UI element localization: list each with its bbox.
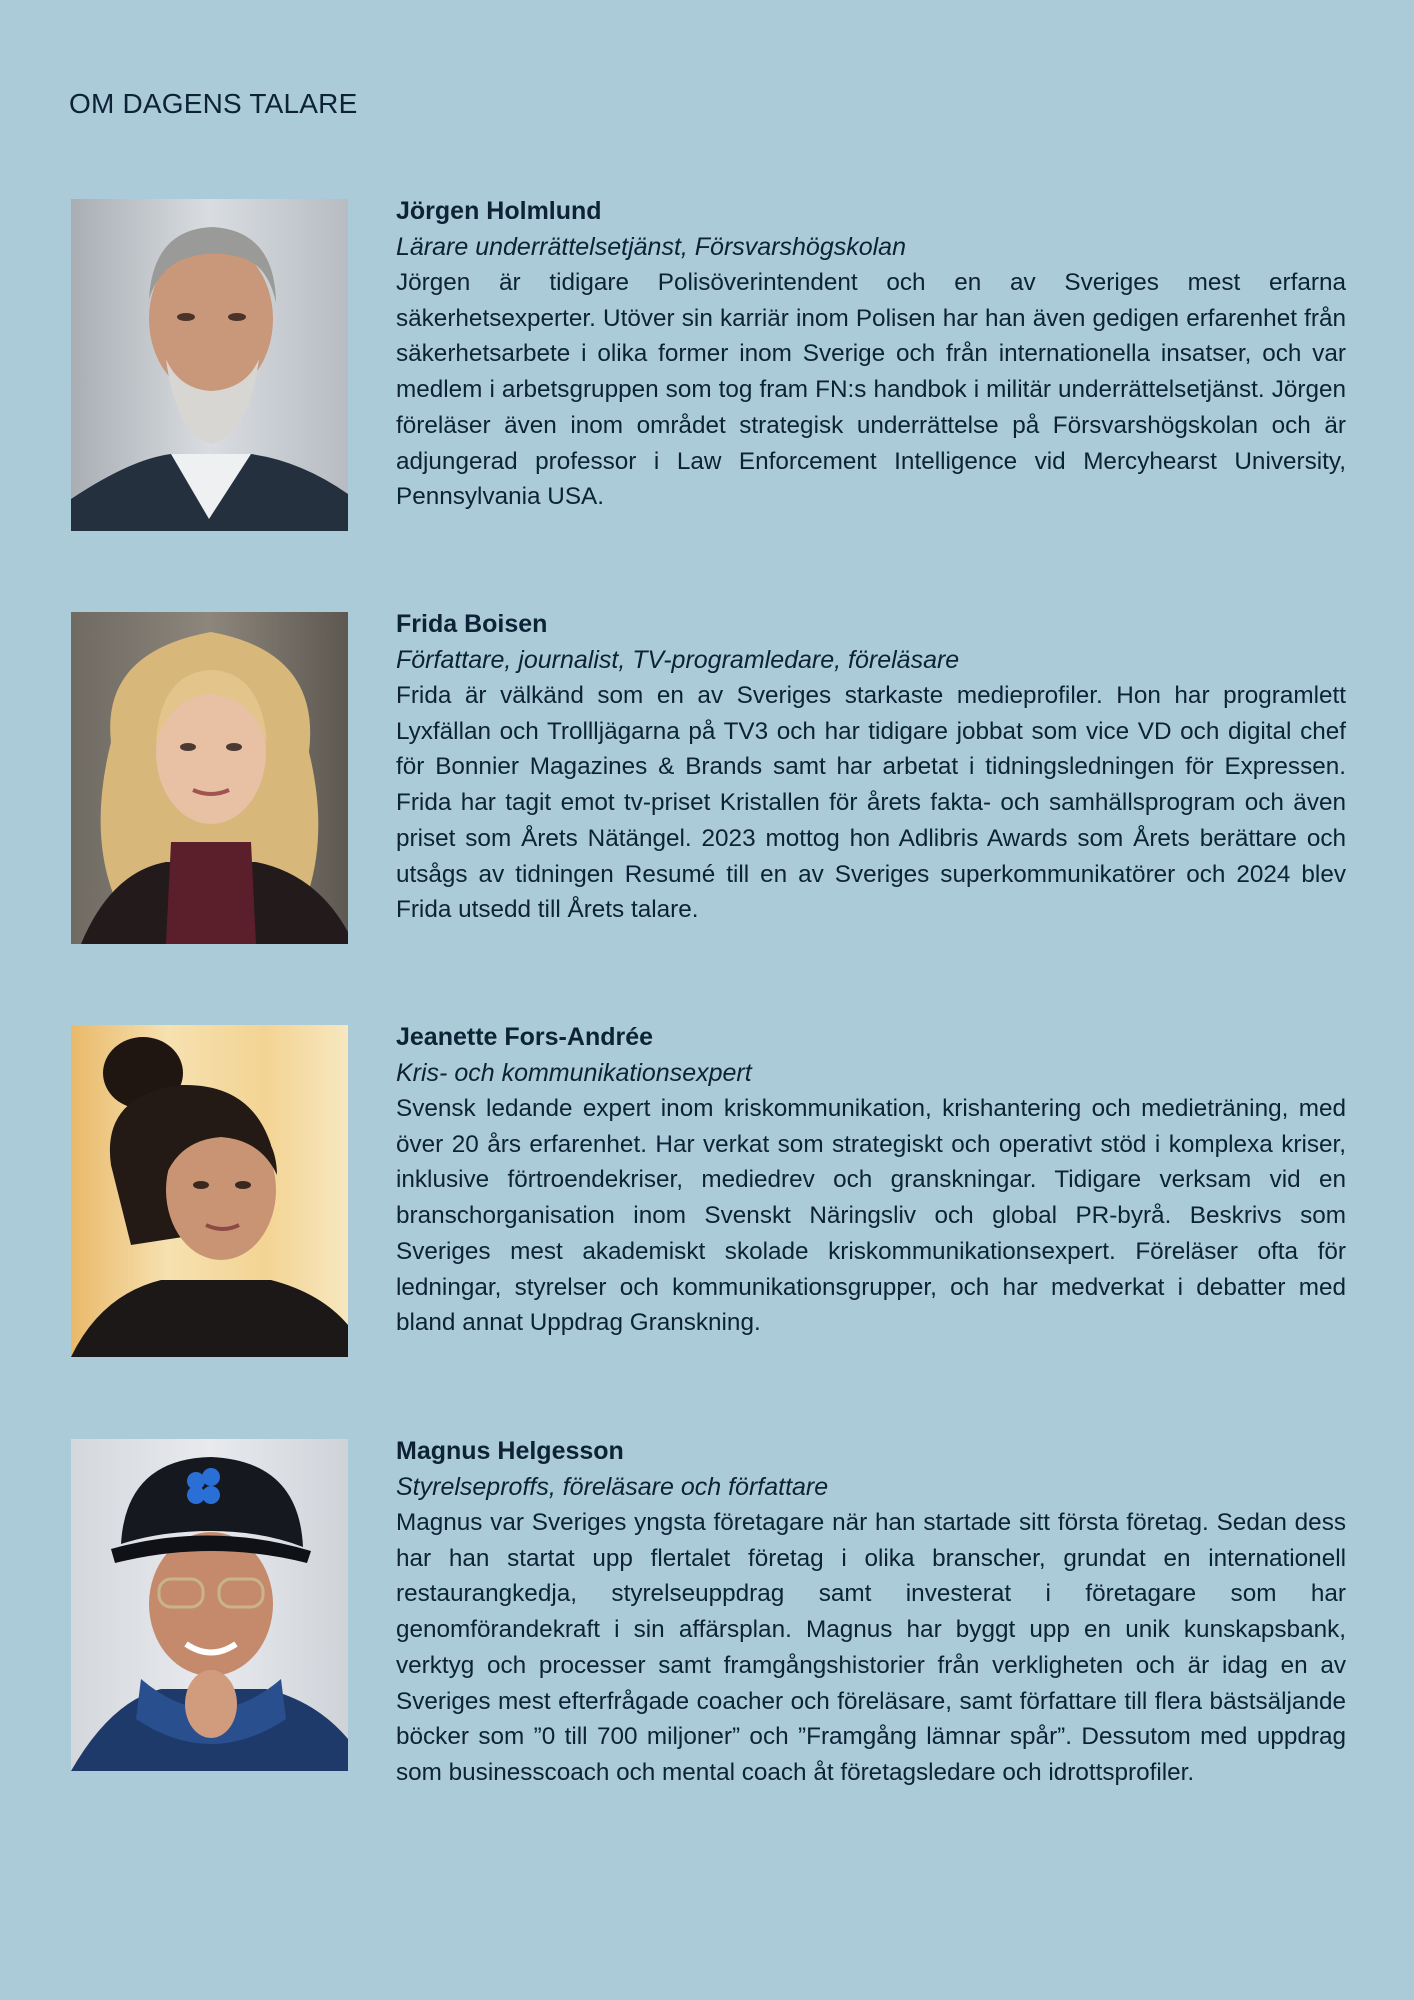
speaker-role: Lärare underrättelsetjänst, Försvarshögskolan <box>396 233 906 261</box>
speaker-bio: Jörgen är tidigare Polisöverintendent och en av Sveriges mest erfarna säkerhetsexperter. Utöver sin karriär inom Polisen har han även gedigen erfarenhet från säkerhetsarbete i olika former inom Sverige och från internationella insatser, och var medlem i arbetsgruppen som tog fram FN:s handbok i militär underrättelsetjänst. Jörgen föreläser även inom området strategisk underrättelse på Försvarshögskolan och är adjungerad professor i Law Enforcement Intelligence vid Mercyhearst University, Pennsylvania USA. <box>396 269 1346 511</box>
speaker-role: Författare, journalist, TV-programledare, föreläsare <box>396 646 960 674</box>
portrait-photo-icon <box>71 612 348 944</box>
speaker-name: Frida Boisen <box>396 610 548 638</box>
speaker-photo <box>71 1439 348 1771</box>
speaker-bio: Magnus var Sveriges yngsta företagare när han startade sitt första företag. Sedan dess har han startat upp flertalet företag i olika branscher, grundat en internationell restaurangkedja, styrelseuppdrag samt investerat i företagare som har genomförandekraft i sin affärsplan. Magnus har byggt upp en unik kunskapsbank, verktyg och processer samt framgångshistorier från verkligheten och är idag en av Sveriges mest efterfrågade coacher och föreläsare, samt författare till flera bästsäljande böcker som ”0 till 700 miljoner” och ”Framgång lämnar spår”. Dessutom med uppdrag som businesscoach och mental coach åt företagsledare och idrottsprofiler. <box>396 1509 1346 1786</box>
speaker-card-jorgen-holmlund <box>71 199 1346 569</box>
speaker-photo <box>71 199 348 531</box>
speaker-photo <box>71 612 348 944</box>
speaker-role: Kris- och kommunikationsexpert <box>396 1059 752 1087</box>
speaker-card-frida-boisen <box>71 612 1346 982</box>
speaker-bio: Frida är välkänd som en av Sveriges starkaste medieprofiler. Hon har programlett Lyxfällan och Trollljägarna på TV3 och har tidigare jobbat som vice VD och digital chef för Bonnier Magazines & Brands samt har arbetat i tidningsledningen för Expressen. Frida har tagit emot tv-priset Kristallen för årets fakta- och samhällsprogram och även priset som Årets Nätängel. 2023 mottog hon Adlibris Awards som Årets berättare och utsågs av tidningen Resumé till en av Sveriges superkommunikatörer och 2024 blev Frida utsedd till Årets talare. <box>396 682 1346 924</box>
speaker-name: Magnus Helgesson <box>396 1437 624 1465</box>
speaker-bio: Svensk ledande expert inom kriskommunikation, krishantering och medieträning, med över 20 års erfarenhet. Har verkat som strategiskt och operativt stöd i komplexa kriser, inklusive förtroendekriser, mediedrev och granskningar. Tidigare verksam vid en branschorganisation inom Svenskt Näringsliv och global PR-byrå. Beskrivs som Sveriges mest akademiskt skolade kriskommunikationsexpert. Föreläser ofta för ledningar, styrelser och kommunikationsgrupper, och har medverkat i debatter med bland annat Uppdrag Granskning. <box>396 1095 1346 1337</box>
portrait-photo-icon <box>71 1439 348 1771</box>
speaker-name: Jörgen Holmlund <box>396 197 602 225</box>
portrait-photo-icon <box>71 1025 348 1357</box>
speaker-role: Styrelseproffs, föreläsare och författare <box>396 1473 829 1501</box>
speaker-name: Jeanette Fors-Andrée <box>396 1023 654 1051</box>
portrait-photo-icon <box>71 199 348 531</box>
speaker-photo <box>71 1025 348 1357</box>
speaker-card-jeanette-fors-andree <box>71 1025 1346 1395</box>
page-title: OM DAGENS TALARE <box>69 88 358 119</box>
speaker-card-magnus-helgesson <box>71 1439 1346 1809</box>
